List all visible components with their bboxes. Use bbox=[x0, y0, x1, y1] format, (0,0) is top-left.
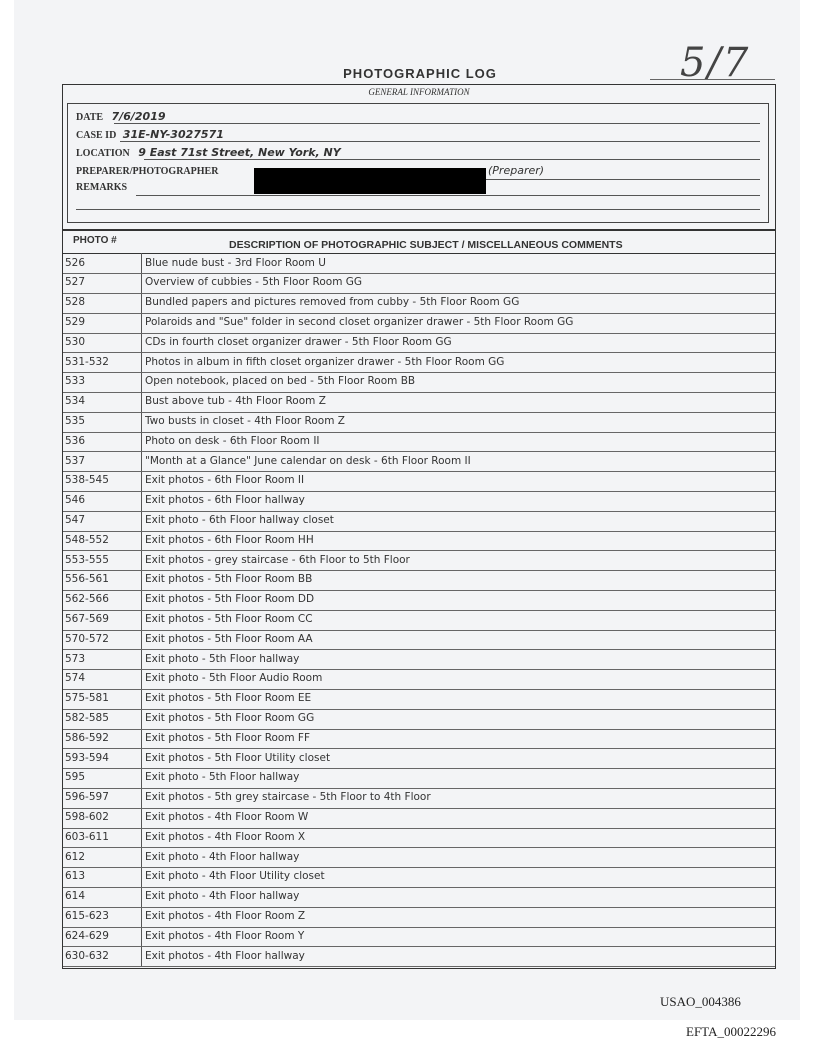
photo-number-cell: 562-566 bbox=[65, 593, 109, 606]
table-row bbox=[63, 809, 775, 829]
remarks-row bbox=[76, 182, 127, 193]
date-row bbox=[76, 110, 166, 123]
remarks-label: REMARKS bbox=[76, 182, 128, 193]
description-cell: Exit photo - 6th Floor hallway closet bbox=[145, 513, 334, 526]
table-row bbox=[63, 413, 775, 433]
description-cell: Exit photo - 5th Floor Audio Room bbox=[145, 672, 323, 685]
description-cell: Exit photos - 5th Floor Room BB bbox=[145, 573, 313, 586]
table-row bbox=[63, 571, 775, 591]
location-value: 9 East 71st Street, New York, NY bbox=[138, 146, 341, 159]
table-row bbox=[63, 433, 775, 453]
photo-number-cell: 603-611 bbox=[65, 830, 109, 843]
photo-number-cell: 615-623 bbox=[65, 909, 109, 922]
description-cell: Bundled papers and pictures removed from cubby - 5th Floor Room GG bbox=[145, 296, 520, 309]
general-information-box bbox=[62, 84, 776, 230]
case-id-row bbox=[76, 128, 224, 141]
photo-number-cell: 574 bbox=[65, 672, 86, 685]
photo-number-cell: 630-632 bbox=[65, 949, 109, 962]
page-number: 5/7 bbox=[680, 40, 751, 86]
description-cell: Exit photo - 4th Floor Utility closet bbox=[145, 870, 325, 883]
document-title: PHOTOGRAPHIC LOG bbox=[343, 66, 497, 81]
case-id-value: 31E-NY-3027571 bbox=[122, 128, 224, 141]
photo-number-cell: 538-545 bbox=[65, 474, 109, 487]
preparer-note: (Preparer) bbox=[488, 164, 545, 177]
table-row bbox=[63, 829, 775, 849]
photo-number-header: PHOTO # bbox=[73, 235, 117, 246]
photo-number-cell: 575-581 bbox=[65, 692, 109, 705]
description-cell: Exit photos - 5th Floor Room EE bbox=[145, 692, 312, 705]
page-number-underline bbox=[650, 79, 775, 80]
photo-number-cell: 526 bbox=[65, 256, 86, 269]
table-row bbox=[63, 789, 775, 809]
general-information-fields bbox=[67, 103, 769, 223]
description-cell: "Month at a Glance" June calendar on desk - 6th Floor Room II bbox=[145, 454, 471, 467]
description-cell: Exit photos - 4th Floor hallway bbox=[145, 949, 305, 962]
description-cell: Exit photos - 4th Floor Room X bbox=[145, 830, 306, 843]
description-cell: Exit photo - 5th Floor hallway bbox=[145, 771, 300, 784]
location-underline bbox=[144, 159, 760, 160]
photo-number-cell: 546 bbox=[65, 494, 86, 507]
table-row bbox=[63, 591, 775, 611]
table-row bbox=[63, 690, 775, 710]
table-row bbox=[63, 314, 775, 334]
table-row bbox=[63, 472, 775, 492]
photo-log-header bbox=[63, 231, 775, 254]
date-underline bbox=[114, 123, 760, 124]
description-cell: Exit photos - 5th Floor Room AA bbox=[145, 632, 313, 645]
description-cell: Exit photo - 4th Floor hallway bbox=[145, 890, 300, 903]
photo-number-cell: 537 bbox=[65, 454, 86, 467]
table-row bbox=[63, 294, 775, 314]
photo-number-cell: 593-594 bbox=[65, 751, 109, 764]
description-cell: Polaroids and "Sue" folder in second closet organizer drawer - 5th Floor Room GG bbox=[145, 315, 574, 328]
table-row bbox=[63, 453, 775, 473]
photo-number-cell: 535 bbox=[65, 414, 86, 427]
description-cell: Exit photos - 4th Floor Room Z bbox=[145, 909, 306, 922]
table-row bbox=[63, 255, 775, 275]
photo-number-cell: 527 bbox=[65, 276, 86, 289]
table-row bbox=[63, 334, 775, 354]
description-cell: Exit photos - 6th Floor Room HH bbox=[145, 533, 314, 546]
table-row bbox=[63, 631, 775, 651]
photo-number-cell: 624-629 bbox=[65, 929, 109, 942]
description-cell: Exit photos - 5th Floor Room GG bbox=[145, 711, 315, 724]
description-cell: Exit photos - grey staircase - 6th Floor to 5th Floor bbox=[145, 553, 410, 566]
description-cell: Open notebook, placed on bed - 5th Floor Room BB bbox=[145, 375, 416, 388]
table-row bbox=[63, 710, 775, 730]
preparer-label: PREPARER/PHOTOGRAPHER bbox=[76, 166, 219, 177]
description-cell: Exit photos - 5th grey staircase - 5th Floor to 4th Floor bbox=[145, 791, 431, 804]
remarks-underline bbox=[136, 195, 760, 196]
date-value: 7/6/2019 bbox=[111, 110, 166, 123]
table-row bbox=[63, 274, 775, 294]
description-cell: Exit photos - 6th Floor Room II bbox=[145, 474, 305, 487]
description-cell: Exit photos - 6th Floor hallway bbox=[145, 494, 305, 507]
description-cell: Exit photos - 5th Floor Room FF bbox=[145, 731, 311, 744]
photo-number-cell: 548-552 bbox=[65, 533, 109, 546]
description-cell: Photo on desk - 6th Floor Room II bbox=[145, 434, 320, 447]
case-id-underline bbox=[120, 141, 760, 142]
photo-number-cell: 570-572 bbox=[65, 632, 109, 645]
description-header: DESCRIPTION OF PHOTOGRAPHIC SUBJECT / MISCELLANEOUS COMMENTS bbox=[229, 239, 623, 251]
photo-number-cell: 596-597 bbox=[65, 791, 109, 804]
description-cell: Blue nude bust - 3rd Floor Room U bbox=[145, 256, 326, 269]
description-cell: Exit photo - 5th Floor hallway bbox=[145, 652, 300, 665]
location-label: LOCATION bbox=[76, 148, 130, 159]
photo-number-cell: 573 bbox=[65, 652, 86, 665]
table-row bbox=[63, 611, 775, 631]
location-row bbox=[76, 146, 341, 159]
photo-number-cell: 614 bbox=[65, 890, 86, 903]
photo-number-cell: 556-561 bbox=[65, 573, 109, 586]
redaction-block bbox=[254, 168, 486, 194]
date-label: DATE bbox=[76, 112, 104, 123]
table-row bbox=[63, 532, 775, 552]
description-cell: Exit photos - 5th Floor Room CC bbox=[145, 612, 313, 625]
table-row bbox=[63, 492, 775, 512]
description-cell: Exit photo - 4th Floor hallway bbox=[145, 850, 300, 863]
table-row bbox=[63, 512, 775, 532]
photo-number-cell: 553-555 bbox=[65, 553, 109, 566]
photo-number-cell: 567-569 bbox=[65, 612, 109, 625]
table-row bbox=[63, 354, 775, 374]
bates-number-usao: USAO_004386 bbox=[660, 994, 741, 1009]
description-cell: Exit photos - 4th Floor Room Y bbox=[145, 929, 305, 942]
table-row bbox=[63, 393, 775, 413]
photo-number-cell: 612 bbox=[65, 850, 86, 863]
table-row bbox=[63, 769, 775, 789]
table-row bbox=[63, 670, 775, 690]
photo-number-cell: 586-592 bbox=[65, 731, 109, 744]
preparer-row bbox=[76, 166, 218, 177]
table-row bbox=[63, 928, 775, 948]
photo-number-cell: 547 bbox=[65, 513, 86, 526]
photo-number-cell: 531-532 bbox=[65, 355, 109, 368]
table-row bbox=[63, 849, 775, 869]
description-cell: Bust above tub - 4th Floor Room Z bbox=[145, 395, 326, 408]
photo-log-table bbox=[62, 230, 776, 969]
photo-number-cell: 613 bbox=[65, 870, 86, 883]
photo-number-cell: 582-585 bbox=[65, 711, 109, 724]
photo-number-cell: 536 bbox=[65, 434, 86, 447]
table-row bbox=[63, 651, 775, 671]
case-id-label: CASE ID bbox=[76, 130, 117, 141]
photo-number-cell: 534 bbox=[65, 395, 86, 408]
table-row bbox=[63, 908, 775, 928]
description-cell: CDs in fourth closet organizer drawer - 5th Floor Room GG bbox=[145, 335, 452, 348]
description-cell: Two busts in closet - 4th Floor Room Z bbox=[145, 414, 345, 427]
description-cell: Exit photos - 4th Floor Room W bbox=[145, 810, 309, 823]
bates-number-efta: EFTA_00022296 bbox=[686, 1024, 776, 1039]
photo-number-cell: 598-602 bbox=[65, 810, 109, 823]
photo-number-cell: 533 bbox=[65, 375, 86, 388]
description-cell: Overview of cubbies - 5th Floor Room GG bbox=[145, 276, 363, 289]
photo-number-cell: 528 bbox=[65, 296, 86, 309]
photo-number-cell: 595 bbox=[65, 771, 86, 784]
table-row bbox=[63, 552, 775, 572]
table-row bbox=[63, 948, 775, 968]
photo-number-cell: 530 bbox=[65, 335, 86, 348]
table-row bbox=[63, 868, 775, 888]
description-cell: Exit photos - 5th Floor Utility closet bbox=[145, 751, 331, 764]
table-row bbox=[63, 730, 775, 750]
photo-number-cell: 529 bbox=[65, 315, 86, 328]
table-row bbox=[63, 373, 775, 393]
remarks-line-2 bbox=[76, 209, 760, 210]
table-row bbox=[63, 750, 775, 770]
description-cell: Photos in album in fifth closet organizer drawer - 5th Floor Room GG bbox=[145, 355, 505, 368]
table-row bbox=[63, 888, 775, 908]
general-information-heading: GENERAL INFORMATION bbox=[368, 87, 470, 97]
description-cell: Exit photos - 5th Floor Room DD bbox=[145, 593, 315, 606]
